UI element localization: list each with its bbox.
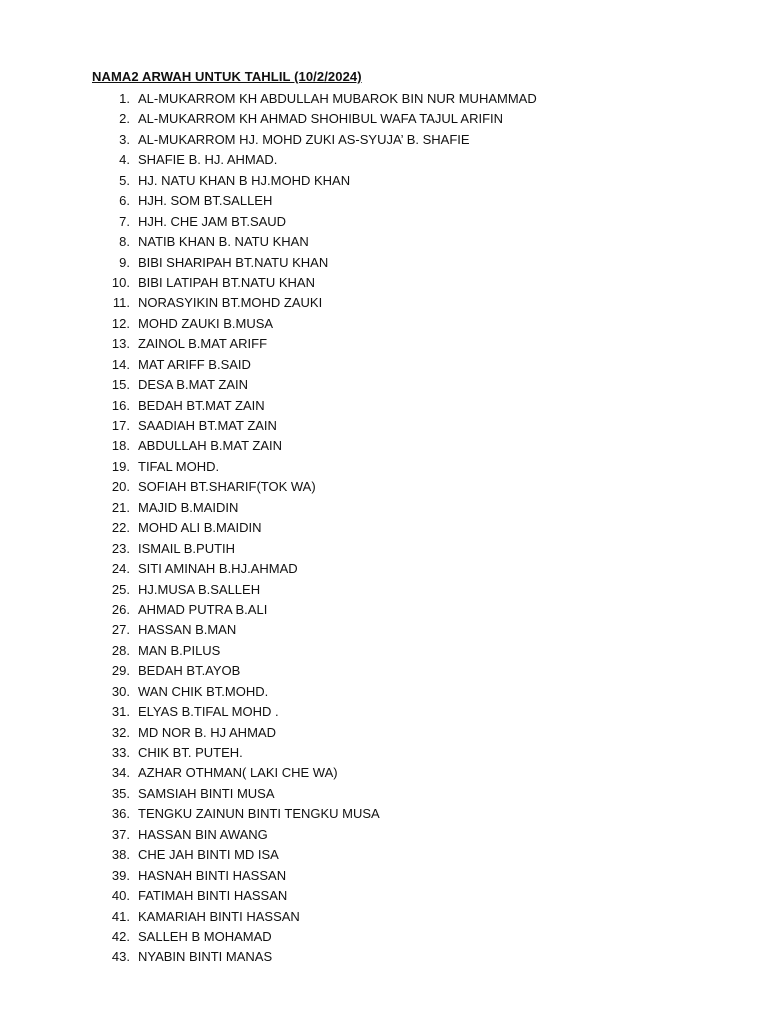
list-item-name: AZHAR OTHMAN( LAKI CHE WA)	[138, 765, 338, 781]
list-item-number: 7.	[119, 213, 130, 229]
list-item-name: SAMSIAH BINTI MUSA	[138, 785, 275, 801]
list-item-number: 42.	[111, 928, 130, 944]
list-item-name: BIBI SHARIPAH BT.NATU KHAN	[138, 254, 329, 270]
list-item-name: SALLEH B MOHAMAD	[138, 928, 272, 944]
list-item-number: 22.	[111, 520, 130, 536]
list-item-name: ELYAS B.TIFAL MOHD .	[138, 704, 279, 720]
list-item-number: 2.	[119, 111, 130, 127]
list-item-number: 11.	[112, 295, 130, 311]
list-item-number: 5.	[119, 172, 130, 188]
list-item-number: 24.	[111, 561, 130, 577]
list-item-name: HASNAH BINTI HASSAN	[138, 867, 287, 883]
list-item-name: FATIMAH BINTI HASSAN	[138, 888, 288, 904]
list-item-name: HJ. NATU KHAN B HJ.MOHD KHAN	[138, 172, 351, 188]
list-item-number: 28.	[111, 642, 130, 658]
list-item-number: 32.	[111, 724, 130, 740]
list-item-name: NYABIN BINTI MANAS	[138, 949, 273, 965]
list-item-name: MOHD ALI B.MAIDIN	[138, 520, 262, 536]
list-item-name: MAN B.PILUS	[138, 642, 221, 658]
list-item-number: 4.	[119, 152, 130, 168]
list-item-number: 36.	[111, 806, 130, 822]
list-item-number: 39.	[111, 867, 130, 883]
list-item-name: DESA B.MAT ZAIN	[138, 377, 249, 393]
list-item-number: 19.	[111, 458, 130, 474]
list-item-name: TIFAL MOHD.	[138, 458, 220, 474]
list-item-name: HASSAN B.MAN	[138, 622, 237, 638]
list-item-number: 17.	[111, 418, 130, 433]
list-item-name: MAJID B.MAIDIN	[138, 499, 239, 515]
list-item-name: HJ.MUSA B.SALLEH	[138, 581, 261, 597]
list-item-number: 21.	[111, 499, 130, 515]
list-item-number: 3.	[119, 131, 130, 147]
list-item-name: TENGKU ZAINUN BINTI TENGKU MUSA	[138, 806, 380, 822]
list-item-number: 40.	[111, 888, 130, 904]
list-item-name: NORASYIKIN BT.MOHD ZAUKI	[138, 295, 323, 311]
list-item-number: 37.	[111, 826, 130, 842]
list-item-number: 27.	[111, 622, 130, 638]
list-item-name: HJH. CHE JAM BT.SAUD	[138, 213, 287, 229]
list-item-name: CHIK BT. PUTEH.	[138, 745, 243, 760]
list-item-number: 10.	[111, 274, 130, 290]
document-title: NAMA2 ARWAH UNTUK TAHLIL (10/2/2024)	[92, 69, 362, 84]
list-item-name: BEDAH BT.MAT ZAIN	[138, 397, 265, 413]
list-item-name: MAT ARIFF B.SAID	[138, 356, 251, 372]
list-item-name: SOFIAH BT.SHARIF(TOK WA)	[138, 479, 316, 495]
list-item-number: 9.	[119, 254, 130, 270]
list-item-name: AL-MUKARROM KH AHMAD SHOHIBUL WAFA TAJUL ARIFIN	[138, 111, 504, 127]
list-item-number: 33.	[111, 745, 130, 760]
list-item-number: 43.	[111, 949, 130, 965]
list-item-number: 31.	[111, 704, 130, 720]
list-item-number: 34.	[111, 765, 130, 781]
list-item-name: ABDULLAH B.MAT ZAIN	[138, 438, 282, 454]
list-item-name: AHMAD PUTRA B.ALI	[138, 601, 268, 617]
list-item-name: SHAFIE B. HJ. AHMAD.	[138, 152, 278, 168]
list-item-number: 16.	[111, 397, 130, 413]
list-item-name: HASSAN BIN AWANG	[138, 826, 268, 842]
list-item-number: 25.	[111, 581, 130, 597]
list-item-number: 20.	[111, 479, 130, 495]
list-item-name: KAMARIAH BINTI HASSAN	[138, 908, 300, 924]
list-item-name: MOHD ZAUKI B.MUSA	[138, 315, 274, 331]
list-item-name: NATIB KHAN B. NATU KHAN	[138, 234, 309, 250]
list-item-number: 1.	[119, 91, 130, 106]
list-item-number: 35.	[111, 785, 130, 801]
list-item-number: 6.	[119, 193, 130, 209]
list-item-name: AL-MUKARROM HJ. MOHD ZUKI AS-SYUJA’ B. SHAFIE	[138, 131, 470, 147]
list-item-number: 14.	[111, 356, 130, 372]
list-item-name: BEDAH BT.AYOB	[138, 663, 241, 679]
list-item-name: ZAINOL B.MAT ARIFF	[138, 336, 268, 352]
list-item-number: 13.	[111, 336, 130, 352]
list-item-number: 18.	[111, 438, 130, 454]
list-item-name: AL-MUKARROM KH ABDULLAH MUBAROK BIN NUR MUHAMMAD	[138, 91, 537, 106]
list-item-number: 30.	[111, 683, 130, 699]
list-item-number: 15.	[111, 377, 130, 393]
list-item-name: WAN CHIK BT.MOHD.	[138, 683, 269, 699]
list-item-name: HJH. SOM BT.SALLEH	[138, 193, 273, 209]
list-item-number: 29.	[111, 663, 130, 679]
list-item-name: MD NOR B. HJ AHMAD	[138, 724, 276, 740]
list-item-number: 38.	[111, 847, 130, 863]
list-item-name: SITI AMINAH B.HJ.AHMAD	[138, 561, 298, 577]
list-item-number: 23.	[111, 540, 130, 556]
list-item-number: 26.	[111, 601, 130, 617]
list-item-name: CHE JAH BINTI MD ISA	[138, 847, 279, 863]
list-item-number: 12.	[111, 315, 130, 331]
list-item-name: SAADIAH BT.MAT ZAIN	[138, 418, 277, 433]
list-item-name: ISMAIL B.PUTIH	[138, 540, 236, 556]
list-item-number: 41.	[111, 908, 130, 924]
list-item-number: 8.	[119, 234, 130, 250]
list-item-name: BIBI LATIPAH BT.NATU KHAN	[138, 274, 315, 290]
